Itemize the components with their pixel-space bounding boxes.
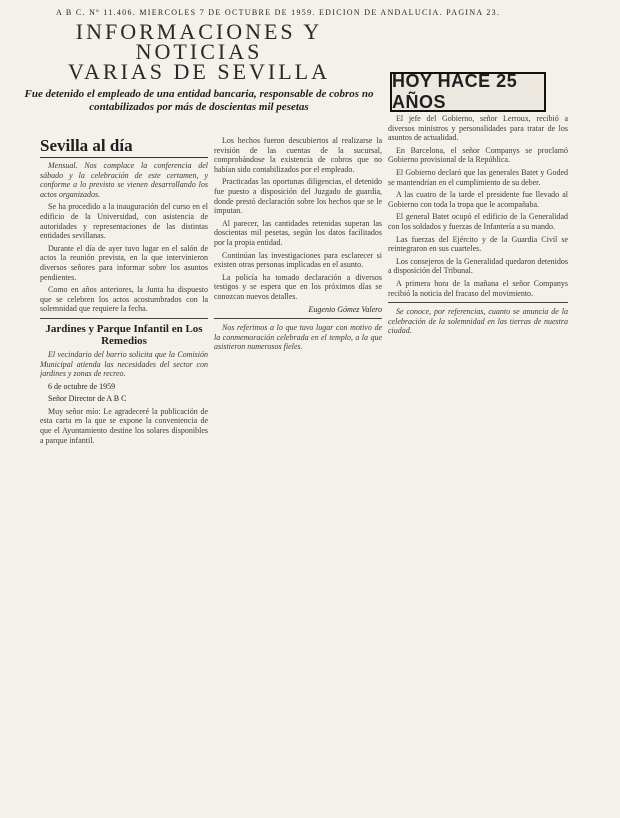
masthead-title-line2: VARIAS DE SEVILLA	[67, 59, 331, 84]
section-2-lead: El vecindario del barrio solicita que la Comisión Municipal atienda las necesidades del sector con jardines y zonas de recreo.	[40, 349, 208, 379]
section-2-title: Jardines y Parque Infantil en Los Remedios	[45, 322, 203, 347]
section-2-body: Muy señor mío: Le agradeceré la publicación de esta carta en la que se expone la conveniencia de que el Ayuntamiento destine los solares disponibles a parque infantil.	[40, 406, 208, 445]
column-3	[388, 114, 568, 808]
closing-paragraph: Nos referimos a lo que tuvo lugar con motivo de la conmemoración celebrada en el templo, a la que asistieron numerosos fieles.	[214, 323, 382, 352]
paragraph: Las fuerzas del Ejército y de la Guardia Civil se reintegraron en sus cuarteles.	[388, 234, 568, 254]
masthead-subhead: Fue detenido el empleado de una entidad bancaria, responsable de cobros no contabilizados por más de doscientas mil pesetas	[24, 88, 374, 113]
paragraph: El general Batet ocupó el edificio de la Generalidad con los soldados y fuerzas de Infantería a su mando.	[388, 212, 568, 231]
hoy-hace-label: HOY HACE 25 AÑOS	[392, 71, 518, 112]
paragraph: Los hechos fueron descubiertos al realizarse la revisión de las cuentas de la sucursal, comprobándose la existencia de cobros que no habían sido contabilizados por el empleado.	[214, 136, 382, 174]
column-1	[40, 136, 208, 808]
paragraph: Continúan las investigaciones para esclarecer si existen otras personas implicadas en el asunto.	[214, 250, 382, 270]
masthead-title	[18, 19, 380, 84]
paragraph: Practicadas las oportunas diligencias, el detenido fue puesto a disposición del Juzgado de guardia, donde prestó declaración sobre los hechos que se le imputan.	[214, 177, 382, 216]
paragraph: Se ha procedido a la inauguración del curso en el edificio de la Universidad, con asistencia de autoridades y representaciones de las distintas entidades sevillanas.	[40, 202, 208, 241]
divider	[40, 318, 208, 319]
paragraph: Los consejeros de la Generalidad quedaron detenidos a disposición del Tribunal.	[388, 256, 568, 276]
column-2	[214, 136, 382, 808]
signature: Eugenio Gómez Valero	[308, 304, 382, 314]
footer-paragraph: Se conoce, por referencias, cuanto se anuncia de la celebración de la solemnidad en las tierras de nuestra ciudad.	[388, 307, 568, 336]
divider	[214, 318, 382, 319]
hoy-hace-box	[390, 72, 546, 112]
section-2-salute: Señor Director de A B C	[48, 394, 127, 404]
running-head: A B C. Nº 11.406. MIERCOLES 7 DE OCTUBRE DE 1959. EDICION DE ANDALUCIA. PAGINA 23.	[56, 8, 501, 17]
masthead-title-line1: INFORMACIONES Y NOTICIAS	[75, 19, 323, 64]
paragraph: Mensual. Nos complace la conferencia del sábado y la celebración de este certamen, y conforme a lo previsto se vienen desarrollando los actos organizados.	[40, 161, 208, 199]
paragraph: La policía ha tomado declaración a diversos testigos y se espera que en los próximos días se conozcan nuevos detalles.	[214, 272, 382, 301]
paragraph: El Gobierno declaró que las generales Batet y Goded se mantendrían en el cumplimiento de su deber.	[388, 167, 568, 187]
paragraph: Al parecer, las cantidades retenidas superan las doscientas mil pesetas, según los datos facilitados por la propia entidad.	[214, 218, 382, 247]
section-title: Sevilla al día	[40, 136, 208, 158]
paragraph: El jefe del Gobierno, señor Lerroux, recibió a diversos ministros y personalidades para tratar de los asuntos de actualidad.	[388, 114, 568, 143]
paragraph: Como en años anteriores, la Junta ha dispuesto que se celebren los actos acostumbrados con la solemnidad que requiere la fecha.	[40, 285, 208, 314]
paragraph: A las cuatro de la tarde el presidente fue llevado al Gobierno con toda la tropa que le acompañaba.	[388, 190, 568, 209]
paragraph: A primera hora de la mañana el señor Companys recibió la noticia del fracaso del movimiento.	[388, 278, 568, 298]
section-2-dateline: 6 de octubre de 1959	[48, 381, 116, 391]
divider	[388, 302, 568, 303]
paragraph: En Barcelona, el señor Companys se proclamó Gobierno provisional de la República.	[388, 145, 568, 165]
paragraph: Durante el día de ayer tuvo lugar en el salón de actos la reunión prevista, en la que intervinieron diversos señores para informar sobre los asuntos pendientes.	[40, 243, 208, 282]
